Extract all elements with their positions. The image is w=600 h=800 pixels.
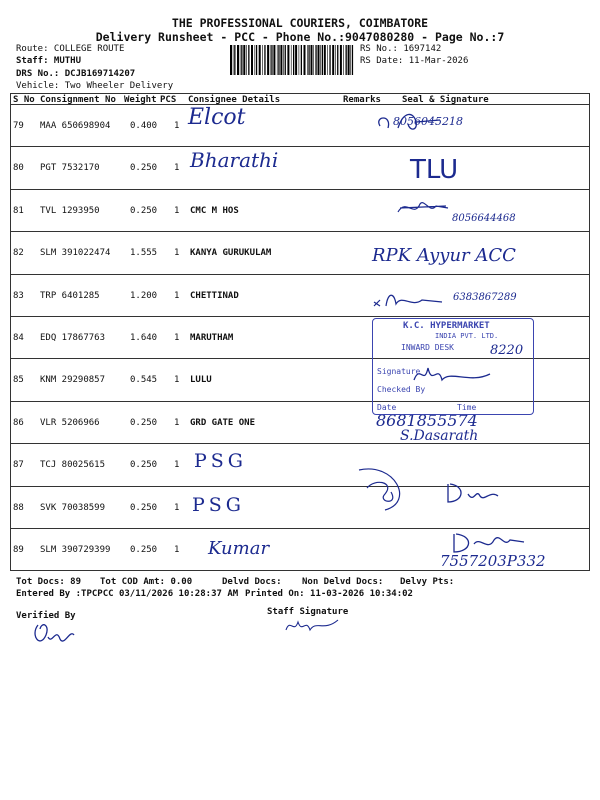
- row-pcs: 1: [174, 290, 180, 301]
- row-consignment-no: SLM 390729399: [40, 545, 111, 555]
- row-consignment-no: TCJ 80025615: [40, 460, 106, 471]
- row-sno: 83: [13, 290, 24, 301]
- row-sno: 88: [13, 502, 24, 513]
- row-weight: 1.640: [130, 333, 158, 343]
- row-sno: 84: [13, 333, 24, 343]
- row-consignee: MARUTHAM: [190, 333, 234, 343]
- row-weight: 0.250: [130, 417, 158, 428]
- hw-psg-2: PSG: [192, 494, 245, 516]
- signature-r83: [372, 288, 452, 313]
- col-seal: Seal & Signature: [402, 95, 489, 105]
- table-row: [0, 443, 600, 486]
- row-consignment-no: SVK 70038599: [40, 502, 106, 513]
- hw-r83-number: 6383867289: [453, 292, 517, 303]
- row-pcs: 1: [174, 375, 180, 386]
- hw-r82-sig: RPK Ayyur ACC: [372, 245, 516, 266]
- row-pcs: 1: [174, 502, 180, 513]
- staff-label: Staff: MUTHU: [16, 56, 82, 66]
- row-weight: 1.200: [130, 290, 158, 301]
- rs-number: RS No.: 1697142: [360, 44, 442, 54]
- footer-verified-by: Verified By: [16, 611, 76, 621]
- signature-r81: [396, 196, 456, 221]
- hw-r84-number: 8220: [490, 343, 524, 358]
- footer-delvy-pts: Delvy Pts:: [400, 577, 455, 587]
- row-sno: 87: [13, 460, 24, 471]
- stamp-line3: INWARD DESK: [401, 343, 454, 352]
- hw-elcot: Elcot: [188, 105, 246, 130]
- row-pcs: 1: [174, 205, 180, 216]
- vehicle-label: Vehicle: Two Wheeler Delivery: [16, 81, 174, 91]
- col-consignee: Consignee Details: [188, 95, 281, 105]
- stamp-time: Time: [457, 403, 477, 412]
- row-consignee: LULU: [190, 375, 212, 386]
- row-consignee: CMC M HOS: [190, 205, 239, 216]
- row-consignee: GRD GATE ONE: [190, 417, 256, 428]
- row-consignment-no: SLM 391022474: [40, 248, 111, 259]
- row-consignment-no: TRP 6401285: [40, 290, 100, 301]
- stamp-line1: K.C. HYPERMARKET: [403, 321, 490, 331]
- col-sno: S No: [13, 95, 35, 105]
- row-pcs: 1: [174, 163, 180, 174]
- row-consignee: CHETTINAD: [190, 290, 239, 301]
- verified-signature: [30, 615, 80, 655]
- hw-r80-sig: TLU: [410, 155, 459, 185]
- row-sno: 86: [13, 417, 24, 428]
- row-consignment-no: TVL 1293950: [40, 205, 100, 216]
- col-weight: Weight: [124, 95, 157, 105]
- hw-psg-1: PSG: [194, 450, 247, 472]
- signature-r89: [448, 526, 528, 556]
- row-consignment-no: EDQ 17867763: [40, 333, 106, 343]
- barcode: [230, 45, 355, 75]
- row-weight: 1.555: [130, 248, 158, 259]
- row-consignment-no: KNM 29290857: [40, 375, 106, 386]
- row-sno: 80: [13, 163, 24, 174]
- row-pcs: 1: [174, 248, 180, 259]
- row-sno: 79: [13, 121, 24, 131]
- row-consignment-no: MAA 650698904: [40, 121, 111, 131]
- hw-r81-number: 8056644468: [452, 213, 516, 224]
- rs-date: RS Date: 11-Mar-2026: [360, 56, 469, 66]
- row-weight: 0.250: [130, 163, 158, 174]
- hw-r89-number: 7557203P332: [440, 552, 546, 570]
- row-pcs: 1: [174, 545, 180, 555]
- row-weight: 0.400: [130, 121, 158, 131]
- footer-tot-cod: Tot COD Amt: 0.00: [100, 577, 193, 587]
- row-consignee: KANYA GURUKULAM: [190, 248, 272, 259]
- col-consignment: Consignment No: [40, 95, 116, 105]
- row-weight: 0.545: [130, 375, 158, 386]
- row-weight: 0.250: [130, 460, 158, 471]
- hw-r86-number: 8681855574: [376, 411, 478, 430]
- stamp-signature: Signature: [377, 367, 421, 376]
- footer-non-delvd: Non Delvd Docs:: [302, 577, 384, 587]
- hw-kumar: Kumar: [208, 538, 270, 559]
- row-sno: 81: [13, 205, 24, 216]
- drs-label: DRS No.: DCJB169714207: [16, 69, 136, 79]
- col-remarks: Remarks: [343, 95, 381, 105]
- row-pcs: 1: [174, 333, 180, 343]
- stamp-checked-by: Checked By: [377, 385, 426, 394]
- row-sno: 89: [13, 545, 24, 555]
- table-row: [0, 146, 600, 189]
- runsheet-subtitle: Delivery Runsheet - PCC - Phone No.:9047080280 - Page No.:7: [95, 30, 505, 44]
- stamp-line2: INDIA PVT. LTD.: [435, 332, 499, 340]
- row-pcs: 1: [174, 417, 180, 428]
- col-pcs: PCS: [160, 95, 177, 105]
- row-pcs: 1: [174, 460, 180, 471]
- footer-staff-signature: Staff Signature: [267, 607, 349, 617]
- row-sno: 82: [13, 248, 24, 259]
- row-weight: 0.250: [130, 545, 158, 555]
- route-label: Route: COLLEGE ROUTE: [16, 44, 125, 54]
- footer-printed-on: Printed On: 11-03-2026 10:34:02: [245, 589, 413, 599]
- hw-bharathi: Bharathi: [190, 148, 279, 172]
- table-row: [0, 189, 600, 232]
- row-consignment-no: VLR 5206966: [40, 417, 100, 428]
- row-weight: 0.250: [130, 502, 158, 513]
- footer-entered-by: Entered By :TPCPCC 03/11/2026 10:28:37 AM: [16, 589, 239, 599]
- row-sno: 85: [13, 375, 24, 386]
- hw-r86-name: S.Dasarath: [400, 428, 479, 444]
- table-row: [0, 486, 600, 529]
- company-title: THE PROFESSIONAL COURIERS, COIMBATORE: [171, 16, 429, 30]
- row-weight: 0.250: [130, 205, 158, 216]
- signature-r88: [444, 478, 504, 508]
- signature-r87: [355, 462, 415, 512]
- signature-r79: [370, 108, 450, 138]
- row-consignment-no: PGT 7532170: [40, 163, 100, 174]
- footer-delvd: Delvd Docs:: [222, 577, 282, 587]
- row-pcs: 1: [174, 121, 180, 131]
- table-row: [0, 104, 600, 147]
- hw-r79-number: 8056045218: [393, 115, 463, 128]
- hypermarket-stamp: [372, 318, 534, 415]
- stamp-date: Date: [377, 403, 397, 412]
- footer-tot-docs: Tot Docs: 89: [16, 577, 82, 587]
